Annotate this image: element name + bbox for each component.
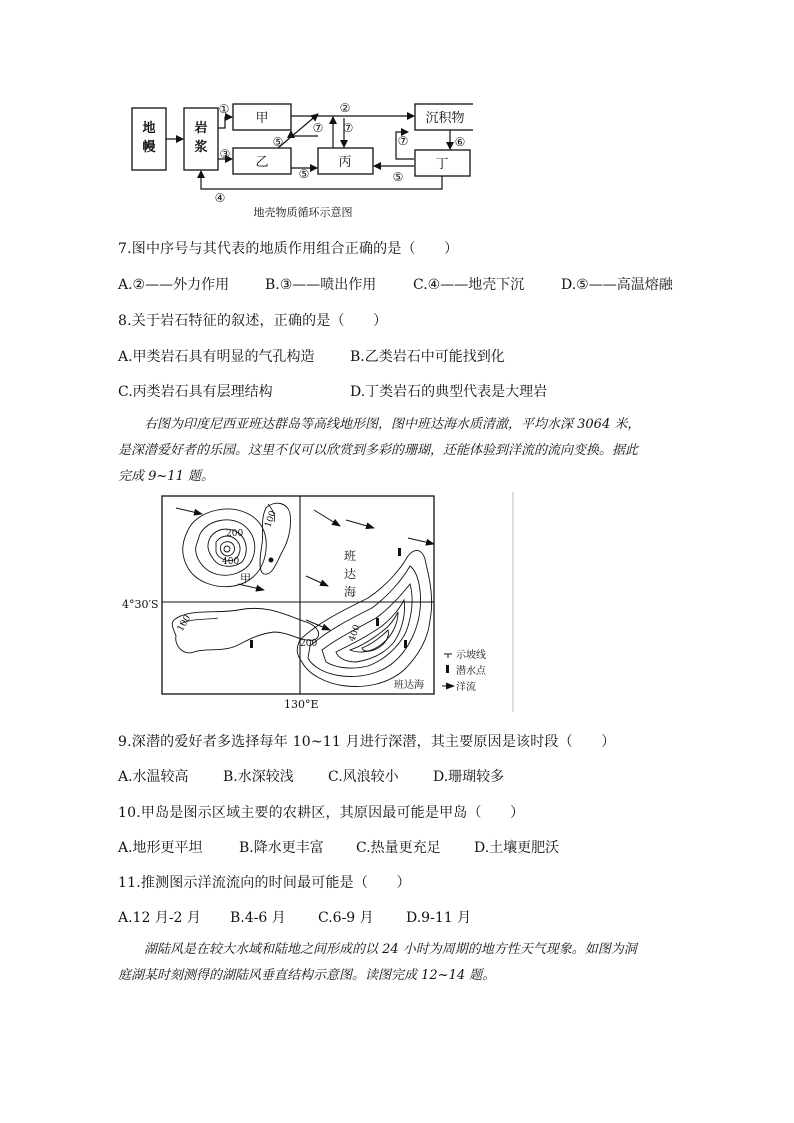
- label-7b: ⑦: [342, 121, 354, 135]
- q9-option-a[interactable]: A.水温较高: [118, 769, 189, 785]
- q7-option-c[interactable]: C.④——地壳下沉: [413, 277, 525, 293]
- label-ding: 丁: [435, 157, 449, 172]
- contour-label: 200: [226, 529, 244, 539]
- label-5b: ⑤: [298, 167, 310, 181]
- label-6: ⑥: [454, 135, 466, 149]
- passage-2-line2: 庭湖某时刻测得的湖陆风垂直结构示意图。读图完成 12~14 题。: [118, 968, 496, 983]
- label-yi: 乙: [255, 155, 269, 170]
- box-mantle: [132, 108, 166, 170]
- label-4: ④: [214, 191, 226, 205]
- diagram-caption: 地壳物质循环示意图: [253, 206, 353, 219]
- contour-label: 100: [175, 613, 194, 634]
- contour-label: 200: [300, 639, 318, 649]
- passage-2-line1: 湖陆风是在较大水域和陆地之间形成的以 24 小时为周期的地方性天气现象。如图为洞: [144, 942, 637, 957]
- sea-label-bottom: 班达海: [394, 680, 424, 691]
- q10-option-a[interactable]: A.地形更平坦: [118, 840, 203, 856]
- passage-2: [118, 937, 678, 989]
- q8-option-b[interactable]: B.乙类岩石中可能找到化: [350, 349, 505, 365]
- label-mantle-2: 幔: [142, 140, 156, 155]
- banda-islands-map: [118, 490, 518, 712]
- sea-label-3: 海: [344, 585, 357, 599]
- q8-stem: 8.关于岩石特征的叙述，正确的是（ ）: [118, 313, 388, 329]
- q11-option-a[interactable]: A.12 月-2 月: [118, 910, 201, 926]
- box-magma: [184, 108, 218, 170]
- q7-option-b[interactable]: B.③——喷出作用: [265, 277, 377, 293]
- rock-cycle-diagram: [128, 96, 473, 220]
- longitude-label: 130°E: [284, 698, 319, 711]
- label-7a: ⑦: [312, 121, 324, 135]
- q10-option-b[interactable]: B.降水更丰富: [239, 840, 324, 856]
- passage-1: [118, 412, 678, 490]
- label-mantle-1: 地: [142, 121, 156, 136]
- latitude-label: 4°30′S: [122, 598, 159, 611]
- legend-slope-line: 示坡线: [456, 650, 486, 661]
- q11-option-b[interactable]: B.4-6 月: [230, 910, 286, 926]
- q9-stem: 9.深潜的爱好者多选择每年 10~11 月进行深潜，其主要原因是该时段（ ）: [118, 734, 616, 750]
- label-1: ①: [218, 102, 230, 116]
- label-jia: 甲: [255, 111, 269, 126]
- q7-stem: 7.图中序号与其代表的地质作用组合正确的是（ ）: [118, 241, 459, 257]
- contour-label: 400: [222, 557, 240, 567]
- q7-option-d[interactable]: D.⑤——高温熔融: [561, 277, 673, 293]
- label-magma-2: 浆: [194, 140, 208, 155]
- label-3: ③: [219, 147, 231, 161]
- map-frame: [162, 496, 434, 694]
- q10-stem: 10.甲岛是图示区域主要的农耕区，其原因最可能是甲岛（ ）: [118, 805, 525, 821]
- label-5a: ⑤: [272, 135, 284, 149]
- island-label-jia: 甲: [240, 572, 251, 585]
- label-5c: ⑤: [392, 170, 404, 184]
- label-magma-1: 岩: [194, 121, 208, 136]
- q8-option-c[interactable]: C.丙类岩石具有层理结构: [118, 384, 273, 400]
- contour-label: 100: [263, 509, 279, 530]
- label-7c: ⑦: [397, 134, 409, 148]
- passage-1-line1: 右图为印度尼西亚班达群岛等高线地形图，图中班达海水质清澈，平均水深 3064 米，: [144, 417, 641, 432]
- sea-label-2: 达: [344, 567, 357, 581]
- map-legend: [442, 648, 487, 693]
- sea-label-1: 班: [344, 549, 357, 563]
- legend-ocean-current: 洋流: [456, 682, 476, 693]
- q9-option-c[interactable]: C.风浪较小: [328, 769, 399, 785]
- q9-option-b[interactable]: B.水深较浅: [223, 769, 294, 785]
- q11-stem: 11.推测图示洋流流向的时间最可能是（ ）: [118, 875, 411, 891]
- q8-option-a[interactable]: A.甲类岩石具有明显的气孔构造: [118, 349, 315, 365]
- q7-option-a[interactable]: A.②——外力作用: [118, 277, 230, 293]
- q10-option-c[interactable]: C.热量更充足: [356, 840, 441, 856]
- q11-option-d[interactable]: D.9-11 月: [406, 910, 472, 926]
- label-bing: 丙: [338, 155, 352, 170]
- label-2: ②: [339, 101, 351, 115]
- contour-label: 400: [347, 623, 363, 644]
- q10-option-d[interactable]: D.土壤更肥沃: [474, 840, 560, 856]
- passage-1-line2: 是深潜爱好者的乐园。这里不仅可以欣赏到多彩的珊瑚，还能体验到洋流的流向变换。据此: [118, 443, 639, 458]
- q8-option-d[interactable]: D.丁类岩石的典型代表是大理岩: [350, 384, 548, 400]
- passage-1-line3: 完成 9~11 题。: [118, 469, 214, 484]
- q11-option-c[interactable]: C.6-9 月: [318, 910, 374, 926]
- legend-dive-spot: 潜水点: [456, 666, 486, 677]
- q9-option-d[interactable]: D.珊瑚较多: [433, 769, 505, 785]
- label-sediment: 沉积物: [425, 111, 465, 126]
